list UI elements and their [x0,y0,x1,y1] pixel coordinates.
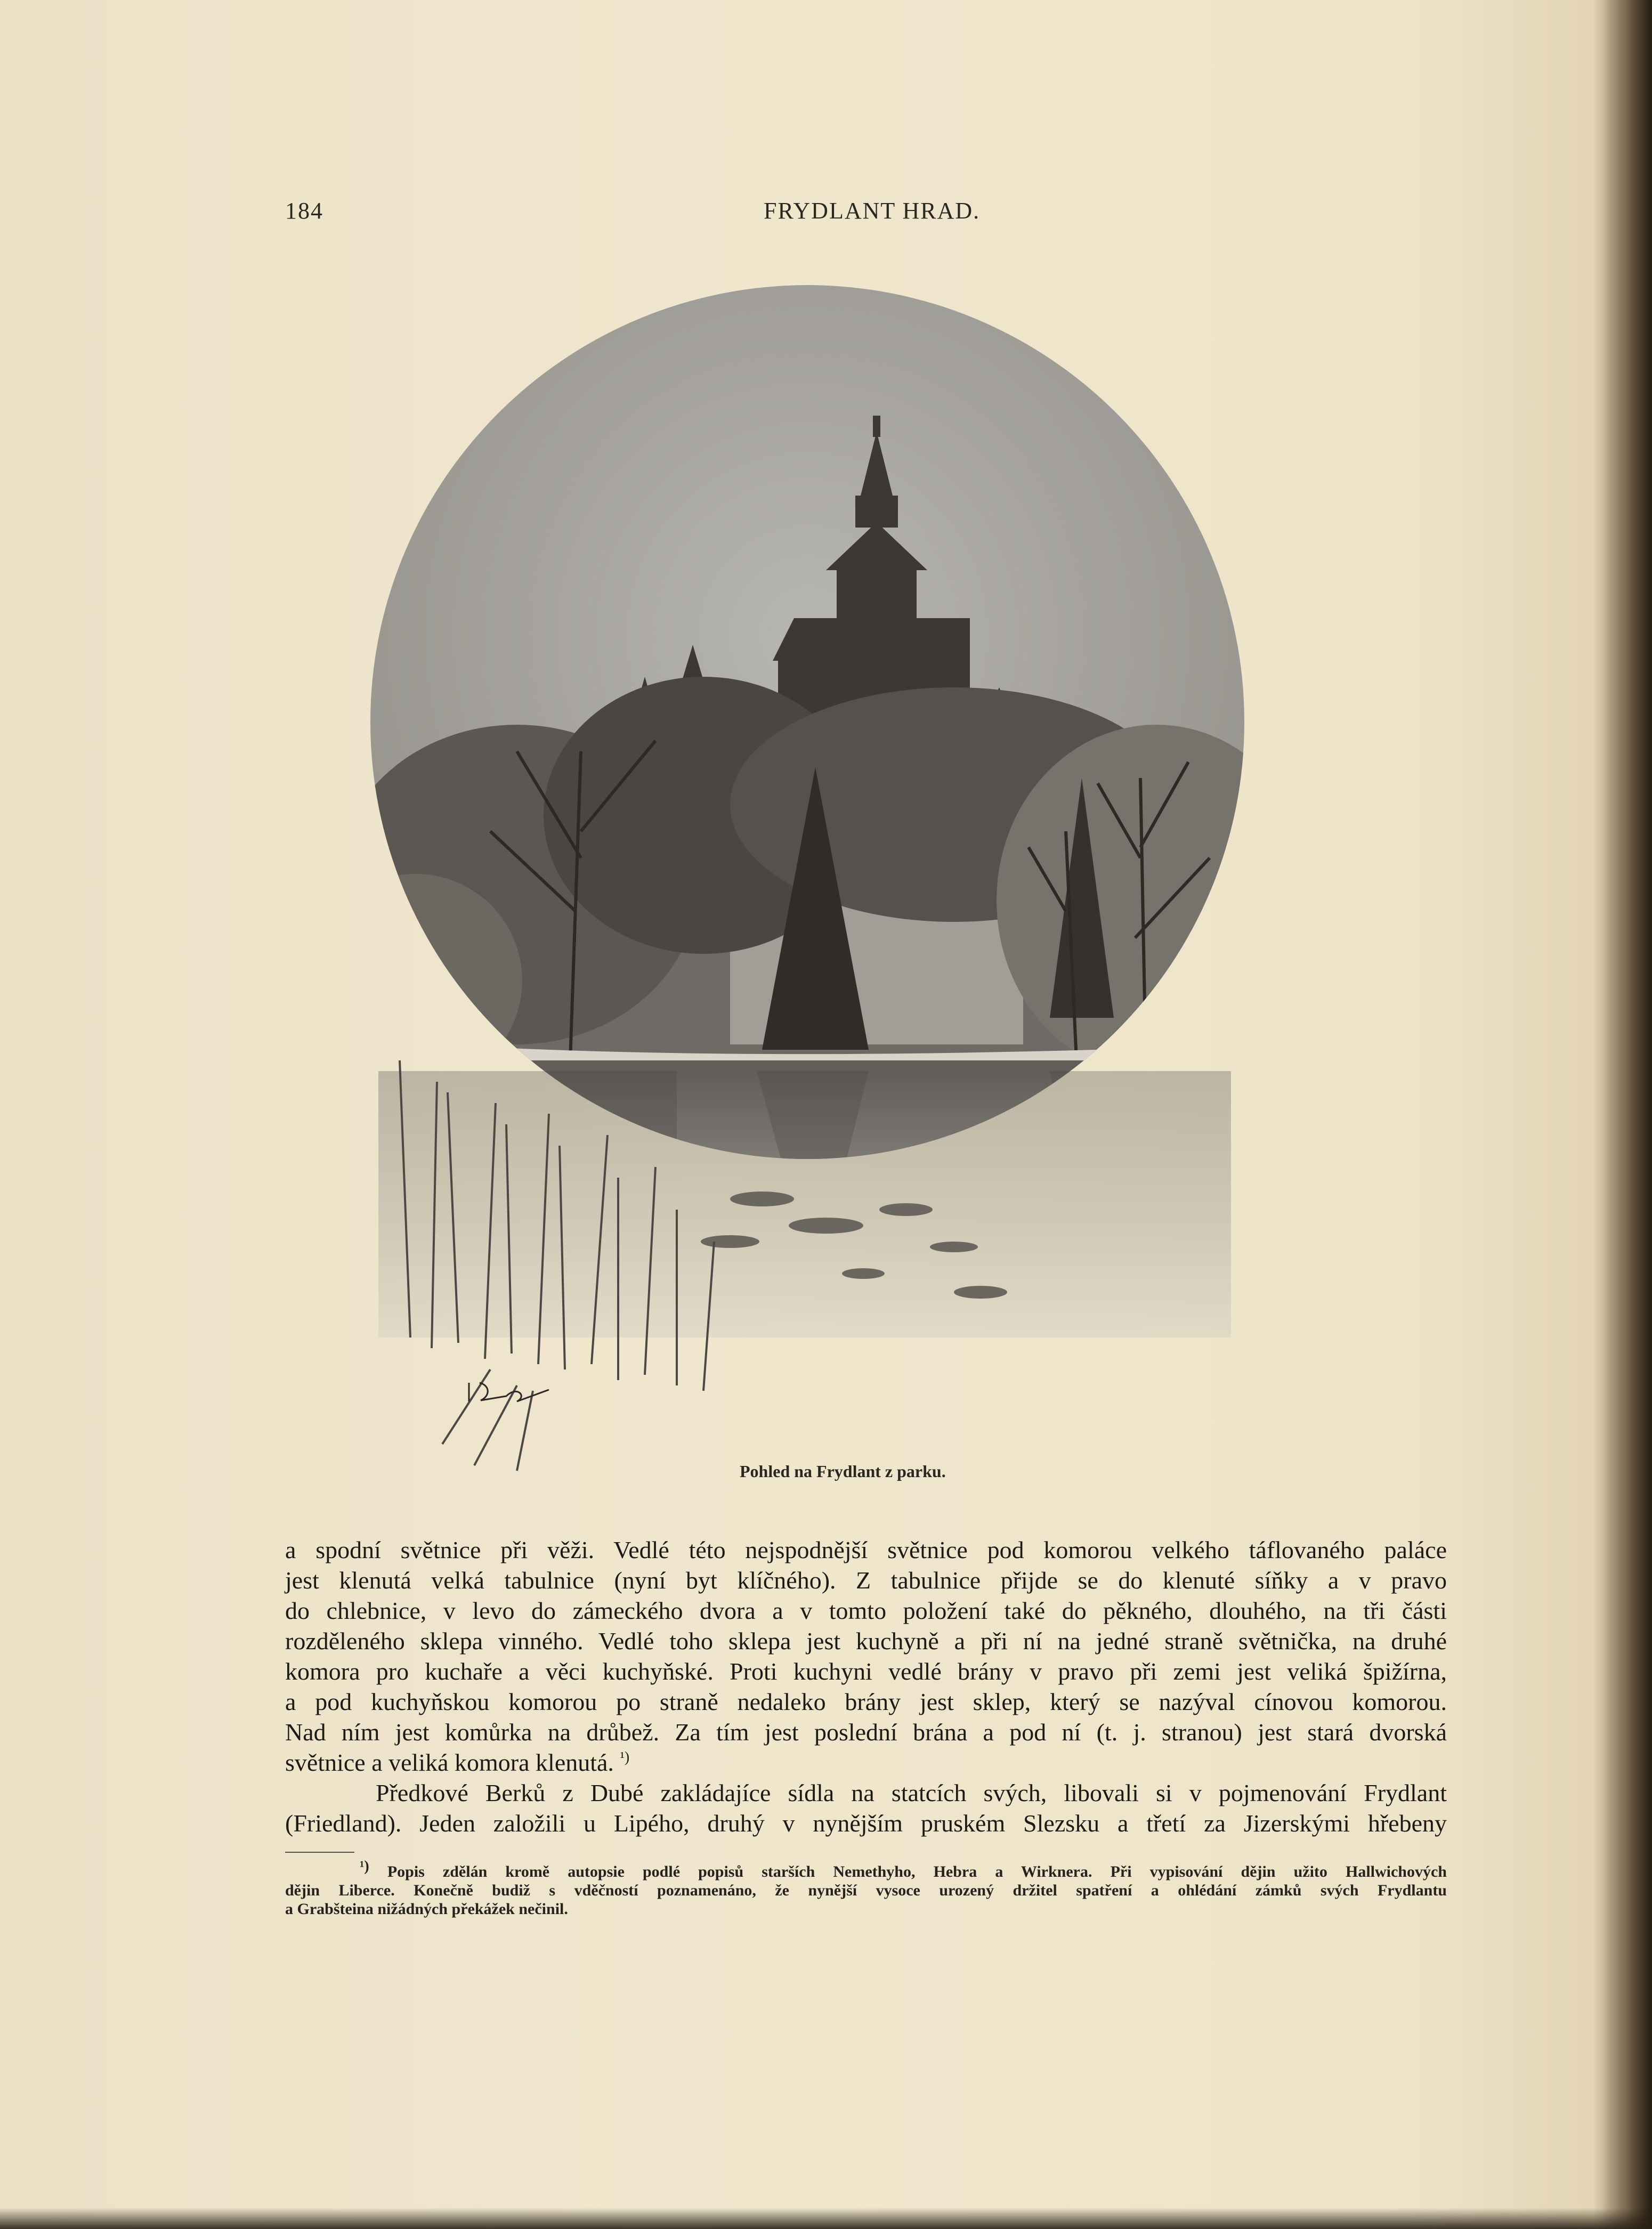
running-title: FRYDLANT HRAD. [764,198,981,224]
footnote-line [285,1858,1447,1881]
body-line: (Friedland). Jeden založili u Lipého, druhý v nynějším pruském Slezsku a třetí za Jizerskými hřebeny [285,1810,1447,1837]
body-line: a spodní světnice při věži. Vedlé této nejspodnější světnice pod komorou velkého táflovaného paláce [285,1536,1447,1563]
body-line: komora pro kuchaře a věci kuchyňské. Proti kuchyni vedlé brány v pravo při zemi jest veliká špižírna, [285,1658,1447,1685]
illustration-caption: Pohled na Frydlant z parku. [740,1462,946,1481]
footnote-marker: ¹) [360,1858,369,1875]
body-text [285,1535,1447,1838]
body-line: a pod kuchyňskou komorou po straně nedaleko brány jest sklep, který se nazýval cínovou komorou. [285,1688,1447,1715]
castle-park-illustration [357,272,1258,1500]
footnote-line: dějin Liberce. Konečně budiž s vděčností poznamenáno, že nynější vysoce urozený držitel spatření a ohlédání zámků svých Frydlantu [285,1882,1447,1899]
book-spine-shadow [1593,0,1652,2229]
body-line: jest klenutá velká tabulnice (nyní byt klíčného). Z tabulnice přijde se do klenuté síňky a v pravo [285,1567,1447,1594]
footnote [285,1858,1447,1918]
body-line: Předkové Berků z Dubé zakládajíce sídla na statcích svých, libovali si v pojmenování Frydlant [376,1779,1447,1806]
body-line: rozděleného sklepa vinného. Vedlé toho sklepa jest kuchyně a při ní na jedné straně světnička, na druhé [285,1627,1447,1655]
body-line: do chlebnice, v levo do zámeckého dvora a v tomto položení také do pěkného, dlouhého, na tři části [285,1597,1447,1624]
page-bottom-edge [0,2208,1652,2229]
body-line [285,1747,1447,1778]
footnote-divider [285,1852,354,1853]
body-line: Nad ním jest komůrka na drůbež. Za tím jest poslední brána a pod ní (t. j. stranou) jest stará dvorská [285,1719,1447,1746]
trees-drawing [357,677,1258,1087]
body-line-text: světnice a veliká komora klenutá. [285,1749,614,1776]
footnote-line: a Grabšteina nižádných překážek nečinil. [285,1900,568,1918]
page-number: 184 [285,198,323,224]
footnote-line-text: Popis zdělán kromě autopsie podlé popisů starších Nemethyho, Hebra a Wirknera. Při vypisování dějin užito Hallwichových [387,1863,1447,1881]
footnote-reference: ¹) [620,1749,630,1766]
